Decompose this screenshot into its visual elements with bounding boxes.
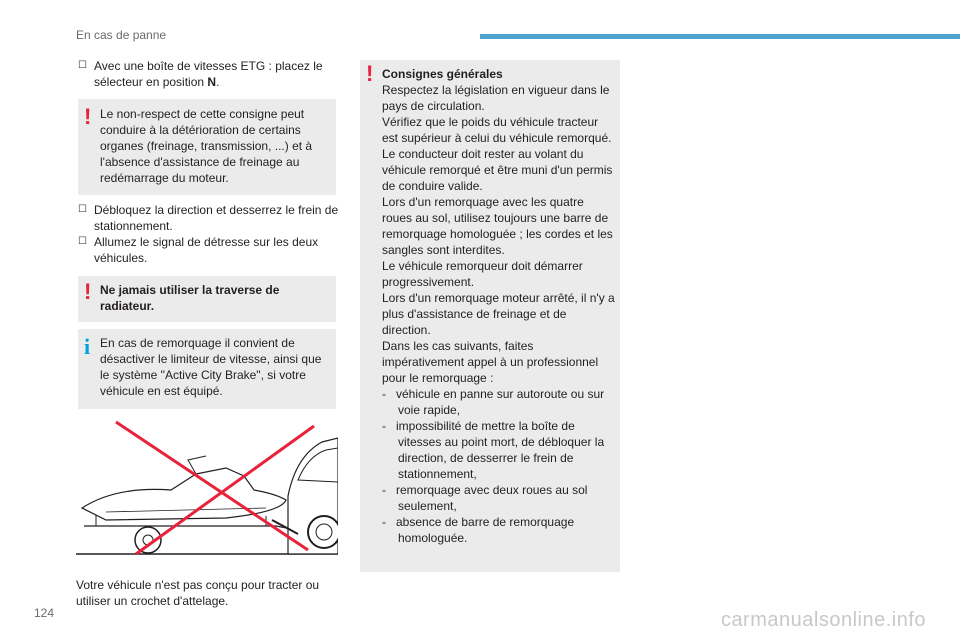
info-box-speed-limiter — [78, 329, 336, 409]
paragraph: Dans les cas suivants, faites impérativement appel à un professionnel pour le remorquage : — [382, 339, 599, 385]
exclamation-warning-icon: ! — [366, 61, 374, 86]
paragraph: Lors d'un remorquage moteur arrêté, il n'y a plus d'assistance de freinage et de direction. — [382, 291, 615, 337]
bullet-hazard: ☐ Allumez le signal de détresse sur les deux véhicules. — [78, 235, 319, 265]
general-instructions-title: Consignes générales — [382, 67, 503, 81]
paragraph: Le véhicule remorqueur doit démarrer progressivement. — [382, 259, 583, 289]
watermark: carmanualsonline.info — [720, 609, 926, 631]
paragraph: Respectez la législation en vigueur dans le pays de circulation. — [382, 83, 610, 113]
paragraph: Le conducteur doit rester au volant du véhicule remorqué et être muni d'un permis de conduire valide. — [382, 147, 613, 193]
bullet-etg-bold: N — [207, 75, 217, 89]
page-number: 124 — [34, 606, 55, 620]
info-i-icon: i — [84, 334, 91, 359]
checkbox-bullet-icon: ☐ — [78, 236, 87, 247]
checkbox-bullet-icon: ☐ — [78, 204, 87, 215]
dash-item: - véhicule en panne sur autoroute ou sur voie rapide, — [382, 387, 605, 417]
general-instructions-text — [382, 66, 616, 546]
section-title: En cas de panne — [76, 28, 167, 42]
paragraph: Vérifiez que le poids du véhicule tracteur est supérieur à celui du véhicule remorqué. — [382, 115, 612, 145]
warning-box-damage — [78, 99, 336, 195]
dash-item: - remorquage avec deux roues au sol seulement, — [382, 483, 588, 513]
paragraph: Lors d'un remorquage avec les quatre roues au sol, utilisez toujours une barre de remorquage homologuée ; les cordes et les sangles sont interdites. — [382, 195, 613, 257]
towing-prohibited-illustration — [76, 416, 338, 558]
info-speed-limiter-text: En cas de remorquage il convient de désactiver le limiteur de vitesse, ainsi que le système "Active City Brake", si votre véhicule en est équipé. — [100, 336, 322, 398]
bullet-etg: ☐ Avec une boîte de vitesses ETG : placez le sélecteur en position N. — [78, 59, 323, 89]
exclamation-warning-icon: ! — [84, 104, 92, 129]
checkbox-bullet-icon: ☐ — [78, 60, 87, 71]
dash-item: - impossibilité de mettre la boîte de vitesses au point mort, de débloquer la direction, de desserrer le frein de stationnement, — [382, 419, 605, 481]
bullet-etg-text: Avec une boîte de vitesses ETG : placez le sélecteur en position — [94, 59, 323, 89]
warning-radiator-text: Ne jamais utiliser la traverse de radiateur. — [100, 283, 280, 313]
warning-damage-text: Le non-respect de cette consigne peut conduire à la détérioration de certains organes (freinage, transmission, ...) et à l'absence d'assistance de freinage au redémarrage du moteur. — [100, 107, 313, 185]
exclamation-warning-icon: ! — [84, 279, 92, 304]
bullet-steering: ☐ Débloquez la direction et desserrez le frein de stationnement. — [78, 203, 339, 233]
illustration-caption: Votre véhicule n'est pas conçu pour tracter ou utiliser un crochet d'attelage. — [76, 578, 320, 608]
header-accent-bar — [480, 34, 960, 39]
warning-box-radiator — [78, 276, 336, 322]
general-instructions-box — [360, 60, 620, 572]
dash-item: - absence de barre de remorquage homologuée. — [382, 515, 575, 545]
